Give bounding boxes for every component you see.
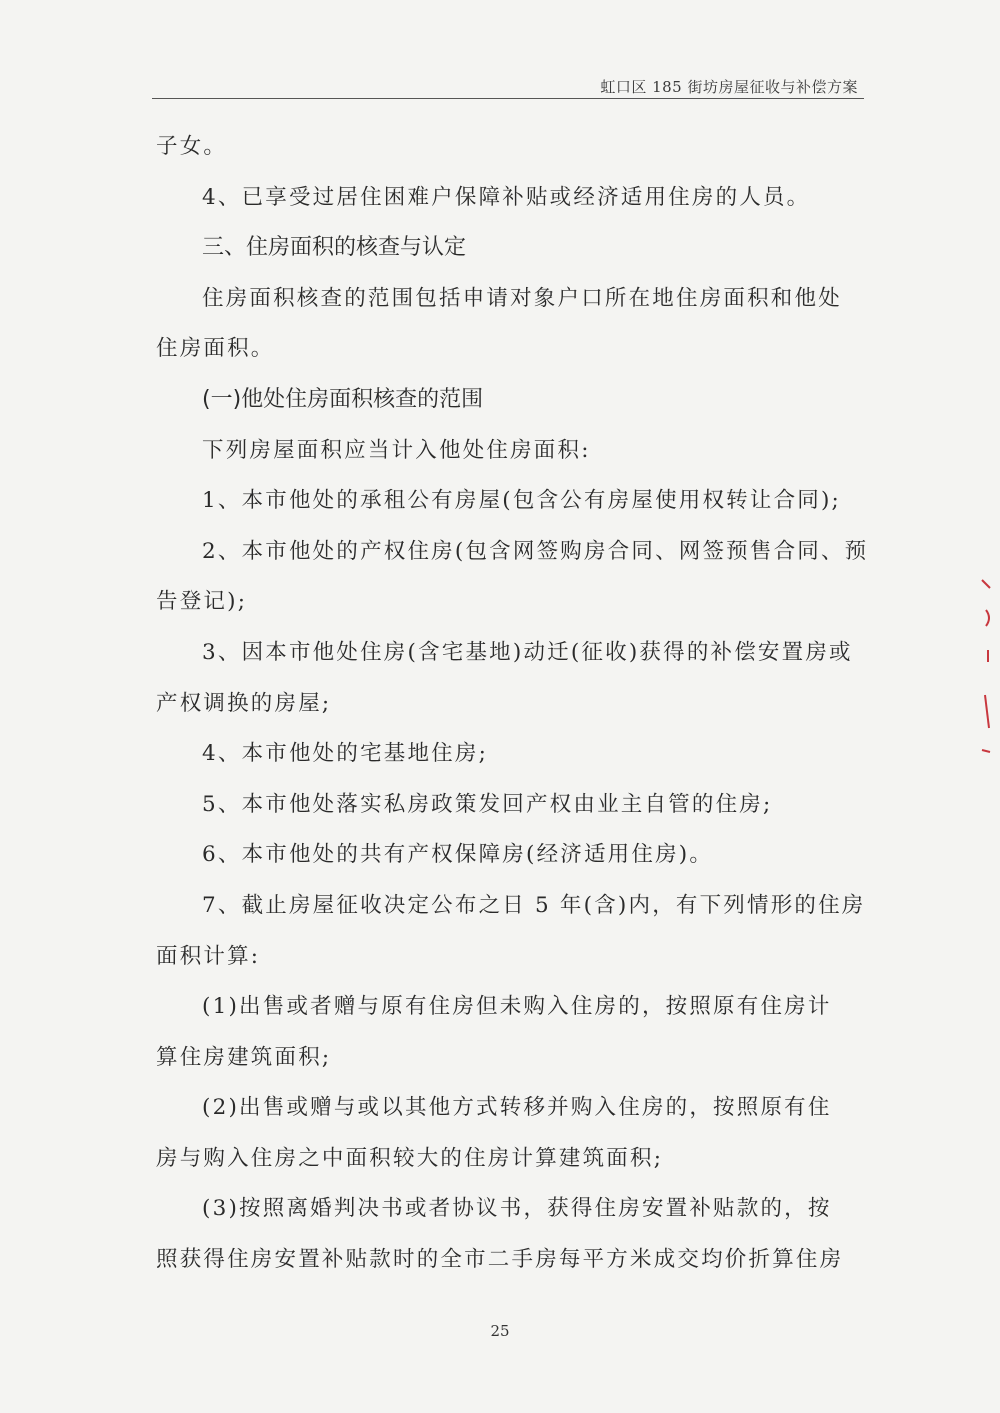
- text-line: 6、本市他处的共有产权保障房(经济适用住房)。: [202, 842, 714, 868]
- text-line: 房与购入住房之中面积较大的住房计算建筑面积;: [156, 1145, 664, 1171]
- stamp-edge-marks: [976, 570, 996, 770]
- text-line: 产权调换的房屋;: [156, 690, 332, 716]
- text-line: (3)按照离婚判决书或者协议书，获得住房安置补贴款的，按: [202, 1196, 832, 1222]
- text-line: 3、因本市他处住房(含宅基地)动迁(征收)获得的补偿安置房或: [202, 639, 853, 665]
- text-line: 4、本市他处的宅基地住房;: [202, 741, 489, 767]
- text-line: 照获得住房安置补贴款时的全市二手房每平方米成交均价折算住房: [156, 1247, 844, 1273]
- text-line: 面积计算:: [156, 943, 261, 969]
- body-text: [156, 122, 869, 1286]
- text-line: 5、本市他处落实私房政策发回产权由业主自管的住房;: [202, 791, 773, 817]
- section-heading: 三、住房面积的核查与认定: [202, 235, 467, 261]
- section-heading: (一)他处住房面积核查的范围: [202, 386, 484, 412]
- text-line: 2、本市他处的产权住房(包含网签购房合同、网签预售合同、预: [202, 538, 869, 564]
- text-line: 4、已享受过居住困难户保障补贴或经济适用住房的人员。: [202, 184, 811, 210]
- header-rule: [152, 98, 864, 99]
- text-line: 下列房屋面积应当计入他处住房面积:: [202, 437, 591, 463]
- text-line: (1)出售或者赠与原有住房但未购入住房的，按照原有住房计: [202, 994, 832, 1020]
- text-line: 子女。: [156, 134, 228, 159]
- text-line: 算住房建筑面积;: [156, 1044, 332, 1070]
- text-line: 住房面积核查的范围包括申请对象户口所在地住房面积和他处: [202, 285, 842, 311]
- text-line: 7、截止房屋征收决定公布之日 5 年(含)内，有下列情形的住房: [202, 892, 866, 918]
- text-line: (2)出售或赠与或以其他方式转移并购入住房的，按照原有住: [202, 1095, 832, 1121]
- running-header: 虹口区 185 街坊房屋征收与补偿方案: [600, 78, 858, 96]
- text-line: 住房面积。: [156, 336, 275, 362]
- text-line: 1、本市他处的承租公有房屋(包含公有房屋使用权转让合同);: [202, 488, 842, 514]
- text-line: 告登记);: [156, 589, 248, 615]
- page-number: 25: [490, 1322, 510, 1340]
